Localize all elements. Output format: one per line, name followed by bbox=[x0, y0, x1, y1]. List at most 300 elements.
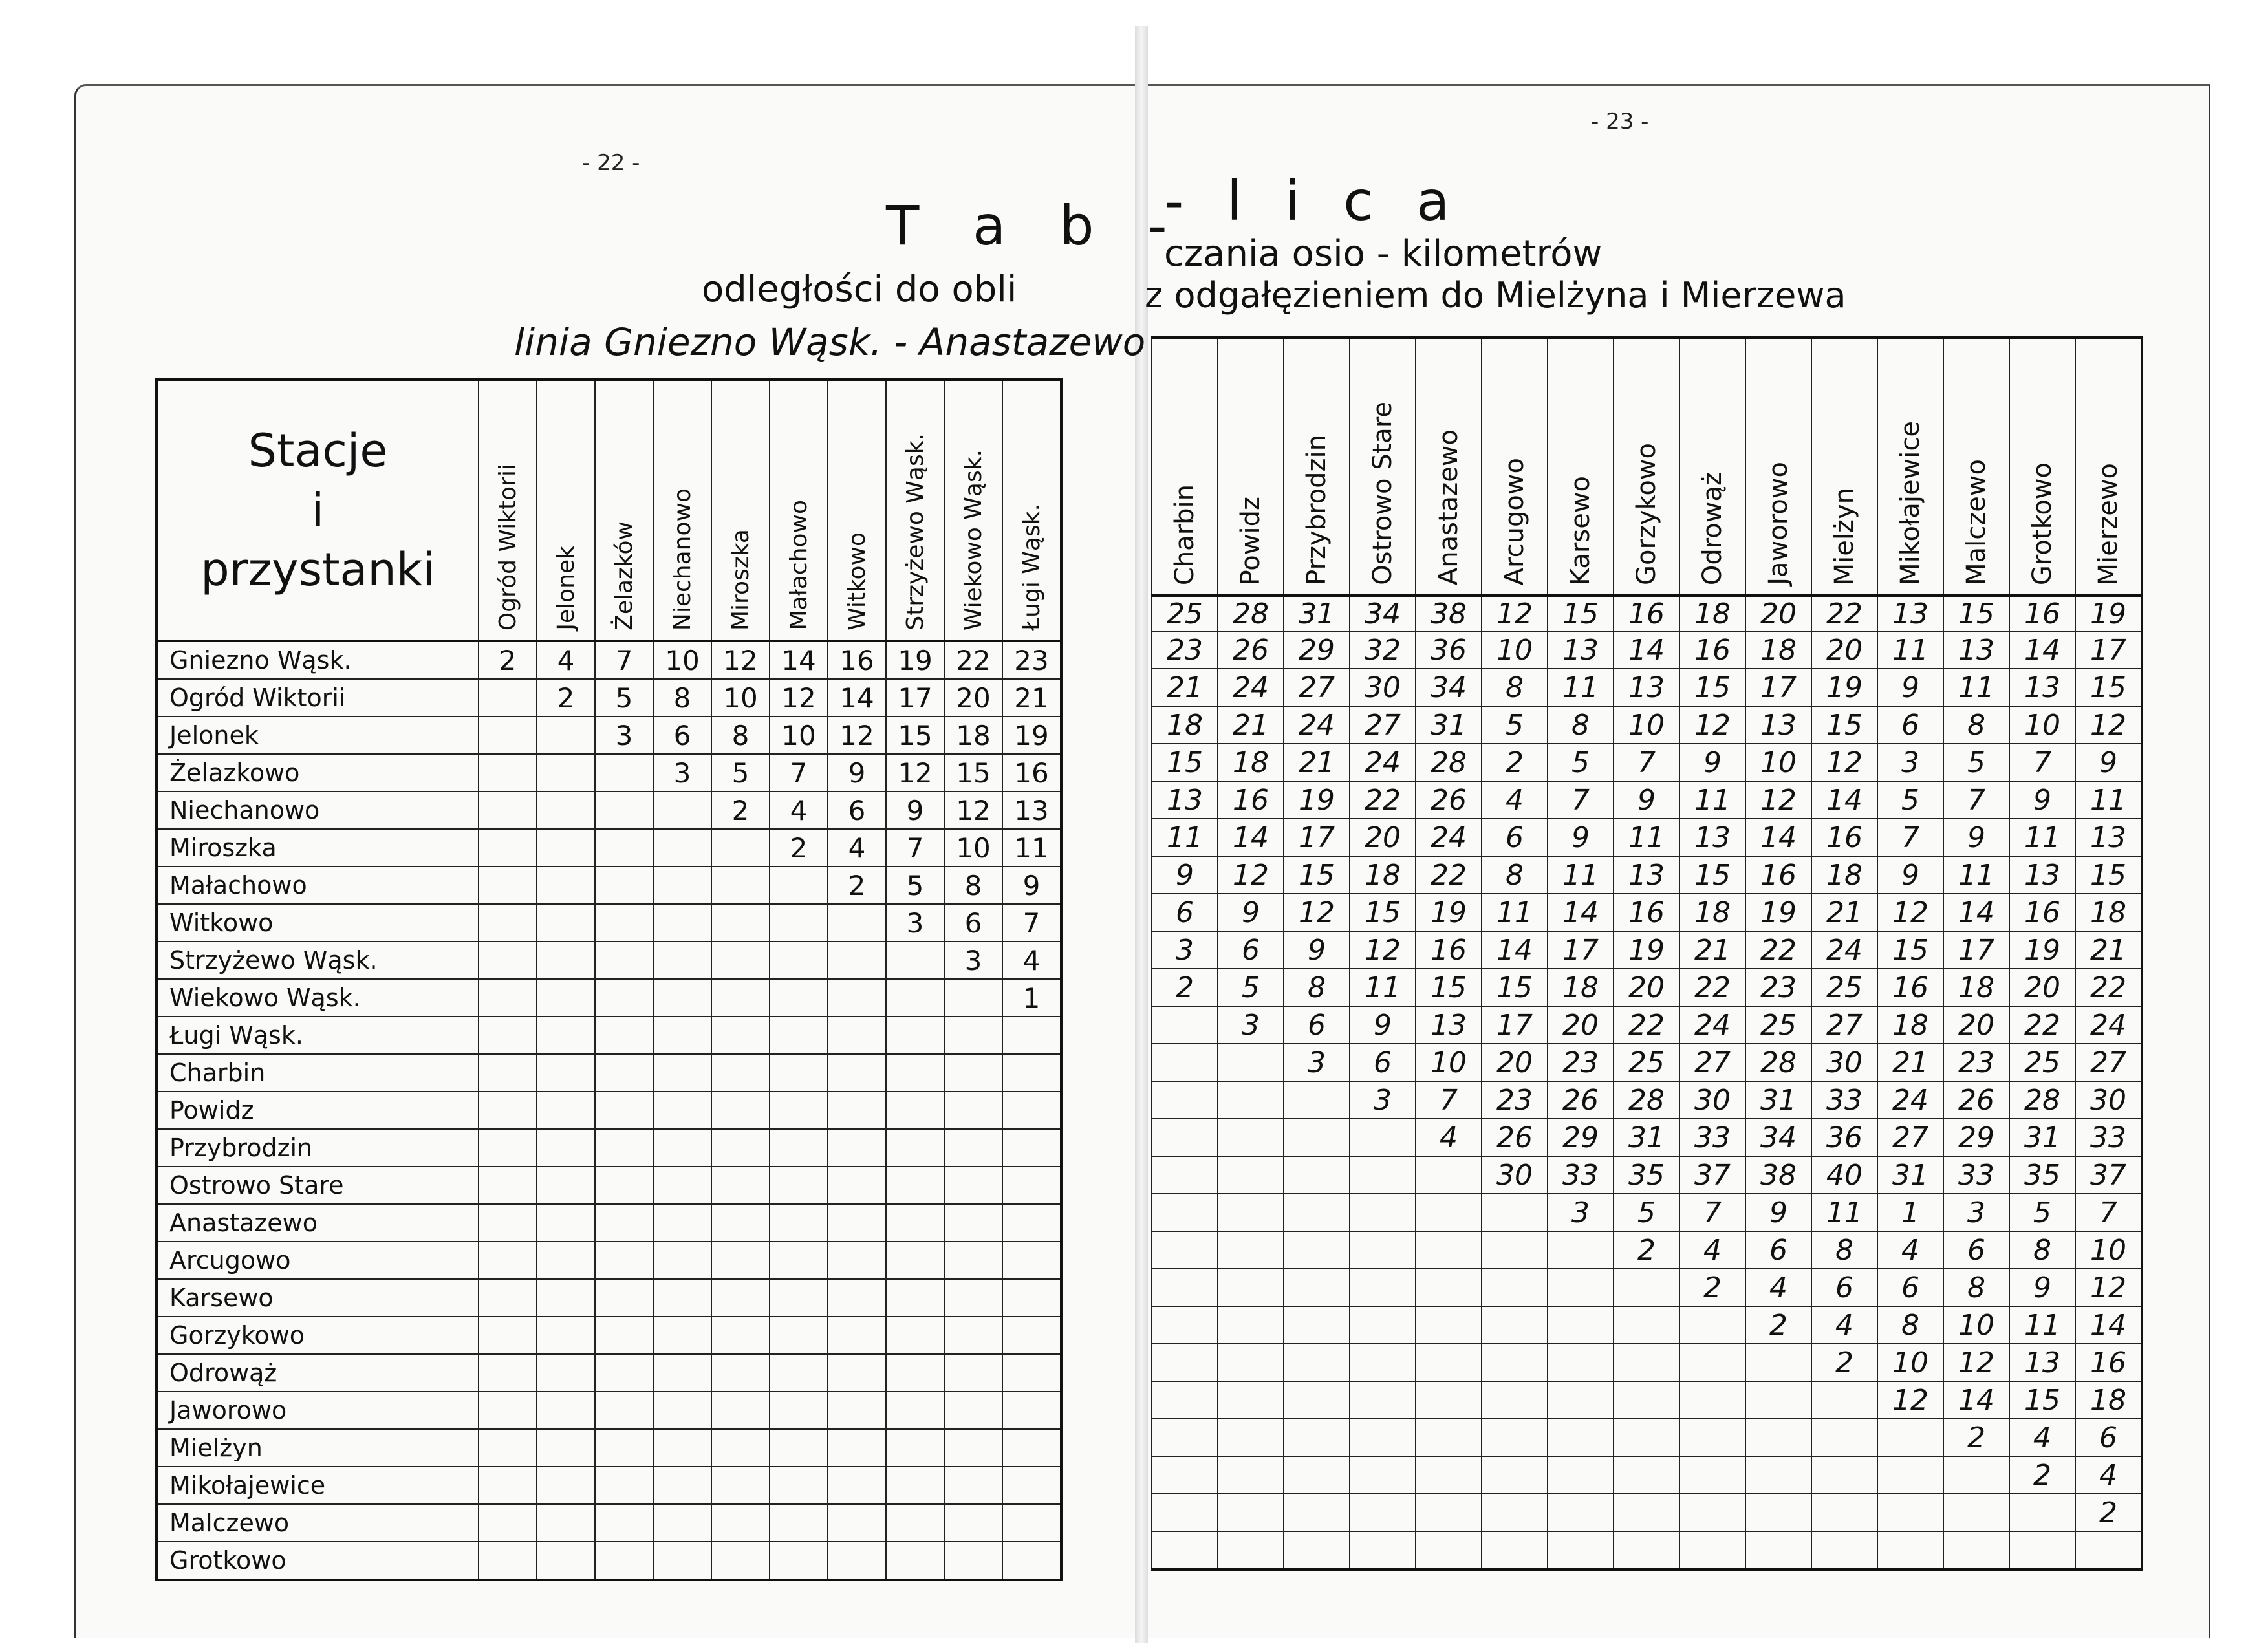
distance-cell bbox=[828, 1017, 886, 1054]
table-row bbox=[1152, 856, 2142, 894]
distance-cell: 25 bbox=[2009, 1044, 2075, 1081]
left-table-header-row bbox=[157, 380, 1061, 641]
distance-cell: 21 bbox=[1152, 669, 1218, 706]
distance-cell: 17 bbox=[1745, 669, 1811, 706]
distance-cell: 22 bbox=[2009, 1006, 2075, 1044]
distance-cell: 15 bbox=[1679, 856, 1745, 894]
distance-cell bbox=[1284, 1081, 1350, 1119]
distance-cell: 23 bbox=[1152, 631, 1218, 669]
distance-cell: 15 bbox=[1548, 596, 1614, 631]
distance-cell: 13 bbox=[1943, 631, 2009, 669]
distance-cell: 10 bbox=[2009, 706, 2075, 744]
distance-cell: 15 bbox=[1350, 894, 1416, 931]
distance-cell bbox=[1416, 1306, 1482, 1344]
station-name: Miroszka bbox=[157, 829, 479, 867]
distance-cell bbox=[595, 1354, 653, 1392]
distance-cell bbox=[1218, 1044, 1284, 1081]
distance-cell bbox=[886, 1542, 944, 1580]
distance-cell bbox=[479, 679, 537, 717]
distance-cell bbox=[1284, 1306, 1350, 1344]
distance-cell: 19 bbox=[1002, 717, 1061, 754]
right-column-header bbox=[1548, 338, 1614, 596]
distance-cell: 26 bbox=[1218, 631, 1284, 669]
distance-cell: 31 bbox=[1284, 596, 1350, 631]
distance-cell bbox=[828, 942, 886, 979]
distance-cell: 13 bbox=[1548, 631, 1614, 669]
distance-cell bbox=[479, 1467, 537, 1504]
station-name: Anastazewo bbox=[157, 1204, 479, 1242]
distance-cell bbox=[653, 1542, 711, 1580]
distance-cell bbox=[1416, 1419, 1482, 1456]
distance-cell bbox=[1614, 1494, 1679, 1531]
distance-cell bbox=[1218, 1194, 1284, 1231]
right-column-header bbox=[1745, 338, 1811, 596]
right-column-header bbox=[1218, 338, 1284, 596]
distance-cell bbox=[479, 1317, 537, 1354]
left-column-header bbox=[770, 380, 828, 641]
distance-cell bbox=[1284, 1269, 1350, 1306]
distance-cell: 23 bbox=[1002, 641, 1061, 679]
distance-cell bbox=[828, 1317, 886, 1354]
distance-cell: 27 bbox=[1284, 669, 1350, 706]
distance-cell: 18 bbox=[1745, 631, 1811, 669]
left-column-header bbox=[828, 380, 886, 641]
distance-cell bbox=[595, 942, 653, 979]
distance-cell bbox=[1548, 1531, 1614, 1569]
distance-cell: 18 bbox=[1943, 969, 2009, 1006]
distance-cell: 11 bbox=[2075, 781, 2142, 819]
distance-cell bbox=[770, 1429, 828, 1467]
distance-cell bbox=[944, 1167, 1002, 1204]
distance-cell bbox=[944, 1279, 1002, 1317]
distance-cell bbox=[944, 1092, 1002, 1129]
distance-cell bbox=[1548, 1419, 1614, 1456]
distance-cell: 20 bbox=[1482, 1044, 1548, 1081]
distance-cell bbox=[944, 979, 1002, 1017]
distance-cell: 33 bbox=[1548, 1156, 1614, 1194]
distance-cell bbox=[479, 1279, 537, 1317]
distance-cell: 27 bbox=[1679, 1044, 1745, 1081]
distance-cell bbox=[653, 1392, 711, 1429]
distance-cell: 14 bbox=[1614, 631, 1679, 669]
distance-cell bbox=[944, 1392, 1002, 1429]
distance-cell bbox=[653, 1242, 711, 1279]
table-row bbox=[157, 1317, 1061, 1354]
distance-cell bbox=[1284, 1531, 1350, 1569]
distance-cell bbox=[1679, 1456, 1745, 1494]
right-column-header bbox=[1416, 338, 1482, 596]
distance-cell bbox=[1811, 1456, 1877, 1494]
distance-cell: 2 bbox=[2009, 1456, 2075, 1494]
distance-cell: 14 bbox=[1548, 894, 1614, 931]
distance-cell bbox=[886, 979, 944, 1017]
distance-cell bbox=[595, 829, 653, 867]
table-row bbox=[157, 679, 1061, 717]
distance-cell: 36 bbox=[1416, 631, 1482, 669]
distance-cell bbox=[770, 1354, 828, 1392]
distance-cell bbox=[770, 1204, 828, 1242]
table-row bbox=[1152, 969, 2142, 1006]
distance-cell: 10 bbox=[1943, 1306, 2009, 1344]
distance-cell bbox=[1416, 1269, 1482, 1306]
left-column-label: Żelazków bbox=[610, 521, 638, 630]
distance-cell: 9 bbox=[828, 754, 886, 792]
distance-cell bbox=[1218, 1419, 1284, 1456]
distance-cell bbox=[886, 1504, 944, 1542]
distance-cell bbox=[1548, 1344, 1614, 1381]
distance-cell bbox=[1152, 1344, 1218, 1381]
distance-cell: 4 bbox=[1811, 1306, 1877, 1344]
right-column-header bbox=[1877, 338, 1943, 596]
distance-cell: 2 bbox=[1614, 1231, 1679, 1269]
distance-cell: 15 bbox=[1482, 969, 1548, 1006]
distance-cell bbox=[595, 1542, 653, 1580]
station-name: Mielżyn bbox=[157, 1429, 479, 1467]
distance-cell bbox=[886, 1429, 944, 1467]
title-left-part: T a b - bbox=[886, 194, 1185, 257]
distance-cell: 13 bbox=[1614, 856, 1679, 894]
distance-cell: 27 bbox=[1350, 706, 1416, 744]
distance-cell: 22 bbox=[2075, 969, 2142, 1006]
distance-cell bbox=[828, 1167, 886, 1204]
distance-cell bbox=[1002, 1054, 1061, 1092]
distance-cell bbox=[944, 1242, 1002, 1279]
distance-cell: 2 bbox=[711, 792, 770, 829]
table-row bbox=[1152, 1344, 2142, 1381]
distance-cell bbox=[537, 1392, 595, 1429]
distance-cell: 12 bbox=[1943, 1344, 2009, 1381]
right-table-first-row bbox=[1152, 596, 2142, 631]
distance-cell bbox=[1877, 1456, 1943, 1494]
distance-cell: 9 bbox=[1943, 819, 2009, 856]
distance-cell: 14 bbox=[2075, 1306, 2142, 1344]
distance-cell bbox=[1002, 1467, 1061, 1504]
distance-cell bbox=[770, 867, 828, 904]
distance-cell bbox=[653, 942, 711, 979]
distance-cell: 4 bbox=[2009, 1419, 2075, 1456]
distance-cell bbox=[1482, 1306, 1548, 1344]
distance-cell bbox=[711, 1317, 770, 1354]
distance-cell bbox=[479, 1542, 537, 1580]
distance-cell bbox=[828, 1279, 886, 1317]
distance-cell: 8 bbox=[2009, 1231, 2075, 1269]
right-column-header bbox=[1679, 338, 1745, 596]
table-row bbox=[157, 1429, 1061, 1467]
distance-cell: 33 bbox=[1811, 1081, 1877, 1119]
distance-cell: 28 bbox=[1218, 596, 1284, 631]
distance-cell bbox=[1152, 1231, 1218, 1269]
distance-cell bbox=[1284, 1194, 1350, 1231]
left-table-body bbox=[157, 641, 1061, 1580]
distance-cell: 17 bbox=[1284, 819, 1350, 856]
distance-cell: 26 bbox=[1548, 1081, 1614, 1119]
distance-cell bbox=[886, 1167, 944, 1204]
distance-cell bbox=[944, 1017, 1002, 1054]
distance-cell: 16 bbox=[828, 641, 886, 679]
distance-cell bbox=[1614, 1306, 1679, 1344]
distance-table-right bbox=[1151, 336, 2143, 1571]
distance-cell bbox=[1218, 1269, 1284, 1306]
distance-cell: 8 bbox=[1482, 856, 1548, 894]
distance-cell bbox=[1002, 1429, 1061, 1467]
distance-cell bbox=[711, 829, 770, 867]
distance-cell: 11 bbox=[1548, 669, 1614, 706]
distance-cell bbox=[944, 1542, 1002, 1580]
distance-cell bbox=[537, 1467, 595, 1504]
table-row bbox=[157, 1204, 1061, 1242]
distance-cell bbox=[1350, 1194, 1416, 1231]
distance-cell: 13 bbox=[2075, 819, 2142, 856]
distance-cell: 31 bbox=[1877, 1156, 1943, 1194]
distance-cell bbox=[1877, 1494, 1943, 1531]
distance-cell: 2 bbox=[479, 641, 537, 679]
distance-cell bbox=[1152, 1269, 1218, 1306]
left-column-label: Wiekowo Wąsk. bbox=[960, 449, 987, 630]
distance-cell bbox=[537, 1242, 595, 1279]
distance-cell: 12 bbox=[1811, 744, 1877, 781]
station-name: Małachowo bbox=[157, 867, 479, 904]
distance-cell bbox=[770, 1054, 828, 1092]
distance-cell bbox=[1482, 1494, 1548, 1531]
distance-cell: 5 bbox=[711, 754, 770, 792]
distance-cell: 6 bbox=[1350, 1044, 1416, 1081]
right-column-header bbox=[2075, 338, 2142, 596]
station-name: Grotkowo bbox=[157, 1542, 479, 1580]
left-column-label: Małachowo bbox=[785, 500, 812, 630]
station-name: Gniezno Wąsk. bbox=[157, 641, 479, 679]
distance-cell bbox=[1877, 1531, 1943, 1569]
distance-cell: 15 bbox=[1679, 669, 1745, 706]
station-name: Karsewo bbox=[157, 1279, 479, 1317]
subtitle-right-part: czania osio - kilometrów bbox=[1164, 233, 1603, 275]
table-row bbox=[1152, 931, 2142, 969]
distance-cell: 22 bbox=[1350, 781, 1416, 819]
table-row bbox=[1152, 1456, 2142, 1494]
distance-cell: 18 bbox=[1152, 706, 1218, 744]
distance-cell bbox=[1943, 1456, 2009, 1494]
distance-cell bbox=[711, 942, 770, 979]
distance-cell: 15 bbox=[1284, 856, 1350, 894]
distance-cell: 22 bbox=[1416, 856, 1482, 894]
table-row bbox=[1152, 1044, 2142, 1081]
distance-cell bbox=[770, 1542, 828, 1580]
distance-cell: 9 bbox=[1002, 867, 1061, 904]
distance-cell: 18 bbox=[2075, 1381, 2142, 1419]
distance-cell bbox=[1002, 1129, 1061, 1167]
distance-cell: 11 bbox=[2009, 1306, 2075, 1344]
distance-cell: 3 bbox=[1218, 1006, 1284, 1044]
station-name: Malczewo bbox=[157, 1504, 479, 1542]
distance-cell bbox=[479, 1204, 537, 1242]
distance-cell bbox=[1745, 1531, 1811, 1569]
distance-cell: 11 bbox=[1548, 856, 1614, 894]
distance-cell bbox=[711, 1504, 770, 1542]
distance-cell: 3 bbox=[653, 754, 711, 792]
distance-cell bbox=[770, 1279, 828, 1317]
distance-cell: 12 bbox=[2075, 1269, 2142, 1306]
distance-cell: 7 bbox=[1943, 781, 2009, 819]
distance-cell bbox=[886, 1054, 944, 1092]
table-row bbox=[1152, 819, 2142, 856]
distance-cell: 10 bbox=[1877, 1344, 1943, 1381]
distance-cell bbox=[653, 1204, 711, 1242]
table-row bbox=[1152, 1381, 2142, 1419]
distance-cell bbox=[1614, 1269, 1679, 1306]
distance-cell: 10 bbox=[944, 829, 1002, 867]
distance-cell: 9 bbox=[1679, 744, 1745, 781]
distance-cell: 5 bbox=[886, 867, 944, 904]
distance-cell: 9 bbox=[1152, 856, 1218, 894]
distance-cell bbox=[1284, 1494, 1350, 1531]
distance-cell: 11 bbox=[1943, 669, 2009, 706]
distance-cell bbox=[1152, 1006, 1218, 1044]
distance-cell: 11 bbox=[1350, 969, 1416, 1006]
distance-cell bbox=[1350, 1456, 1416, 1494]
station-name: Charbin bbox=[157, 1054, 479, 1092]
distance-cell: 2 bbox=[1811, 1344, 1877, 1381]
distance-cell: 4 bbox=[828, 829, 886, 867]
distance-cell bbox=[886, 1092, 944, 1129]
distance-cell: 16 bbox=[1416, 931, 1482, 969]
distance-cell bbox=[886, 1279, 944, 1317]
distance-cell bbox=[1745, 1494, 1811, 1531]
distance-cell bbox=[1002, 1392, 1061, 1429]
distance-cell bbox=[1002, 1204, 1061, 1242]
distance-cell: 13 bbox=[1877, 596, 1943, 631]
distance-cell: 12 bbox=[1877, 894, 1943, 931]
table-row bbox=[1152, 1231, 2142, 1269]
distance-cell bbox=[1548, 1269, 1614, 1306]
distance-cell bbox=[479, 1504, 537, 1542]
distance-cell bbox=[1416, 1231, 1482, 1269]
distance-cell bbox=[1152, 1156, 1218, 1194]
table-row bbox=[157, 867, 1061, 904]
distance-cell: 25 bbox=[1745, 1006, 1811, 1044]
distance-cell bbox=[1152, 1531, 1218, 1569]
distance-cell bbox=[537, 1092, 595, 1129]
station-name: Niechanowo bbox=[157, 792, 479, 829]
distance-cell bbox=[1482, 1269, 1548, 1306]
distance-cell bbox=[479, 979, 537, 1017]
distance-cell bbox=[653, 1504, 711, 1542]
station-name: Przybrodzin bbox=[157, 1129, 479, 1167]
distance-cell bbox=[2009, 1494, 2075, 1531]
distance-cell: 19 bbox=[1811, 669, 1877, 706]
distance-cell: 3 bbox=[886, 904, 944, 942]
distance-cell bbox=[595, 867, 653, 904]
table-row bbox=[1152, 1494, 2142, 1531]
distance-cell bbox=[537, 1129, 595, 1167]
distance-cell bbox=[711, 979, 770, 1017]
left-column-header bbox=[595, 380, 653, 641]
right-column-header bbox=[1284, 338, 1350, 596]
distance-cell bbox=[1416, 1456, 1482, 1494]
distance-cell bbox=[711, 1204, 770, 1242]
distance-cell bbox=[711, 1242, 770, 1279]
distance-cell: 6 bbox=[1218, 931, 1284, 969]
distance-cell: 34 bbox=[1416, 669, 1482, 706]
distance-cell bbox=[479, 1429, 537, 1467]
distance-cell: 13 bbox=[1745, 706, 1811, 744]
distance-cell bbox=[1218, 1531, 1284, 1569]
distance-cell: 26 bbox=[1943, 1081, 2009, 1119]
distance-cell: 20 bbox=[944, 679, 1002, 717]
distance-cell: 12 bbox=[1350, 931, 1416, 969]
distance-cell bbox=[1811, 1381, 1877, 1419]
distance-cell bbox=[711, 1542, 770, 1580]
distance-cell: 24 bbox=[1284, 706, 1350, 744]
distance-cell: 30 bbox=[1350, 669, 1416, 706]
distance-cell bbox=[1416, 1344, 1482, 1381]
distance-cell: 12 bbox=[1284, 894, 1350, 931]
distance-cell bbox=[1614, 1456, 1679, 1494]
distance-cell: 2 bbox=[2075, 1494, 2142, 1531]
left-column-label: Ogród Wiktorii bbox=[494, 463, 521, 630]
distance-cell: 11 bbox=[1614, 819, 1679, 856]
distance-cell bbox=[1482, 1419, 1548, 1456]
distance-cell bbox=[595, 1167, 653, 1204]
distance-cell bbox=[479, 1392, 537, 1429]
distance-cell: 30 bbox=[2075, 1081, 2142, 1119]
distance-cell bbox=[1679, 1344, 1745, 1381]
distance-cell bbox=[653, 1279, 711, 1317]
right-table-header-row bbox=[1152, 338, 2142, 596]
distance-cell bbox=[1943, 1531, 2009, 1569]
distance-cell bbox=[653, 867, 711, 904]
distance-cell: 19 bbox=[1416, 894, 1482, 931]
distance-cell: 14 bbox=[1482, 931, 1548, 969]
distance-cell: 18 bbox=[944, 717, 1002, 754]
distance-cell bbox=[479, 1354, 537, 1392]
distance-cell bbox=[711, 1017, 770, 1054]
distance-cell: 14 bbox=[1943, 894, 2009, 931]
distance-cell: 7 bbox=[1548, 781, 1614, 819]
distance-cell bbox=[1152, 1194, 1218, 1231]
distance-cell: 8 bbox=[653, 679, 711, 717]
distance-cell: 10 bbox=[1482, 631, 1548, 669]
distance-cell: 9 bbox=[1218, 894, 1284, 931]
distance-cell bbox=[595, 1504, 653, 1542]
distance-cell: 3 bbox=[944, 942, 1002, 979]
distance-cell bbox=[711, 1392, 770, 1429]
distance-cell: 11 bbox=[1152, 819, 1218, 856]
table-row bbox=[1152, 1006, 2142, 1044]
distance-cell bbox=[770, 1242, 828, 1279]
distance-cell: 19 bbox=[1745, 894, 1811, 931]
distance-cell: 28 bbox=[2009, 1081, 2075, 1119]
distance-cell: 16 bbox=[1811, 819, 1877, 856]
table-row bbox=[157, 979, 1061, 1017]
distance-cell bbox=[770, 942, 828, 979]
distance-cell bbox=[1548, 1231, 1614, 1269]
distance-cell: 21 bbox=[2075, 931, 2142, 969]
table-row bbox=[1152, 1081, 2142, 1119]
right-column-label: Jaworowo bbox=[1764, 462, 1793, 585]
distance-cell bbox=[1679, 1381, 1745, 1419]
distance-cell bbox=[886, 942, 944, 979]
corner-label-stacje: Stacje bbox=[248, 424, 388, 477]
distance-cell: 29 bbox=[1284, 631, 1350, 669]
distance-cell bbox=[1002, 1504, 1061, 1542]
table-row bbox=[1152, 894, 2142, 931]
distance-cell: 8 bbox=[944, 867, 1002, 904]
distance-cell bbox=[711, 1354, 770, 1392]
distance-cell: 24 bbox=[1350, 744, 1416, 781]
distance-cell: 23 bbox=[1482, 1081, 1548, 1119]
distance-cell: 5 bbox=[1548, 744, 1614, 781]
distance-cell: 12 bbox=[1679, 706, 1745, 744]
line-label-right-part: z odgałęzieniem do Mielżyna i Mierzewa bbox=[1145, 275, 1846, 316]
